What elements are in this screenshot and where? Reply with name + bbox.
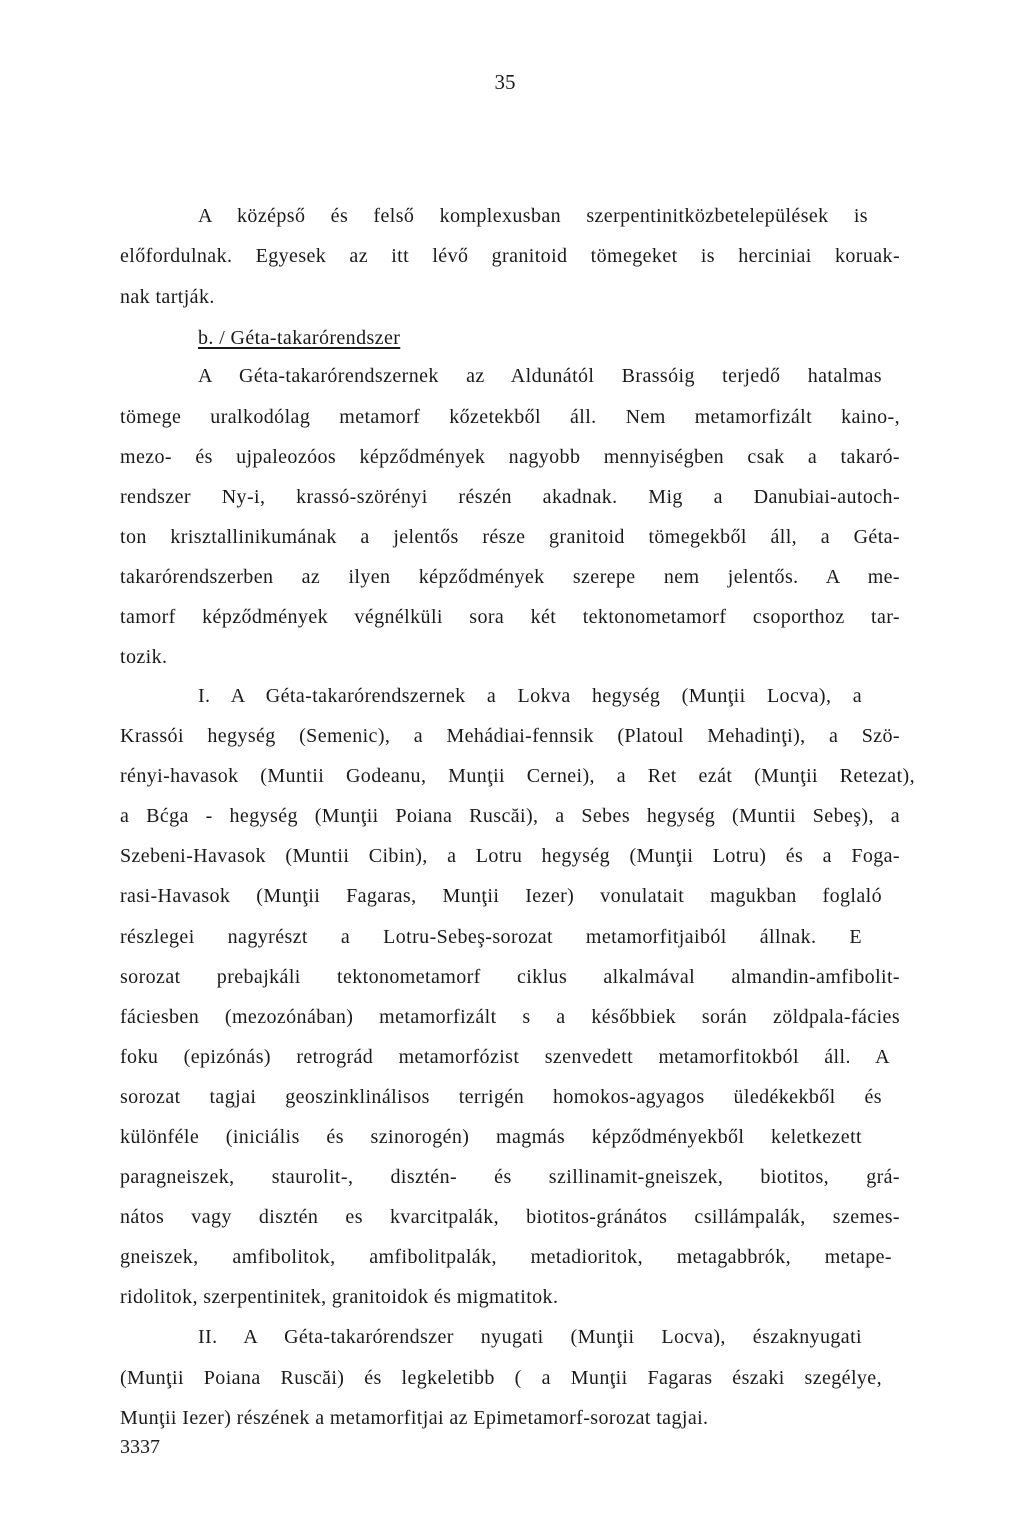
text-line: tamorf képződmények végnélküli sora két tektonometamorf csoporthoz tar- [120,606,900,628]
text-line: nak tartják. [120,286,215,308]
text-line: tozik. [120,646,168,668]
text-line: ridolitok, szerpentinitek, granitoidok és migmatitok. [120,1286,559,1308]
text-line: előfordulnak. Egyesek az itt lévő granitoid tömegeket is herciniai koruak- [120,245,900,267]
text-line: Krassói hegység (Semenic), a Mehádiai-fennsik (Platoul Mehadinţi), a Szö- [120,725,900,747]
text-line: (Munţii Poiana Ruscăi) és legkeletibb ( a Munţii Fagaras északi szegélye, [120,1367,882,1389]
text-line: A Géta-takarórendszernek az Aldunától Brassóig terjedő hatalmas [198,365,882,387]
text-line: Munţii Iezer) részének a metamorfitjai az Epimetamorf-sorozat tagjai. [120,1407,709,1429]
text-line: paragneiszek, staurolit-, disztén- és szillinamit-gneiszek, biotitos, grá- [120,1166,900,1188]
text-line: ton krisztallinikumának a jelentős része granitoid tömegekből áll, a Géta- [120,526,900,548]
text-line: a Bćga - hegység (Munţii Poiana Ruscăi), a Sebes hegység (Muntii Sebeş), a [120,805,900,827]
text-line: rényi-havasok (Muntii Godeanu, Munţii Cernei), a Ret ezát (Munţii Retezat), [120,765,915,787]
text-line: Szebeni-Havasok (Muntii Cibin), a Lotru hegység (Munţii Lotru) és a Foga- [120,845,900,867]
text-line: mezo- és ujpaleozóos képződmények nagyobb mennyiségben csak a takaró- [120,446,900,468]
text-line: I. A Géta-takarórendszernek a Lokva hegység (Munţii Locva), a [198,685,862,707]
text-line: sorozat tagjai geoszinklinálisos terrigén homokos-agyagos üledékekből és [120,1086,882,1108]
page-number: 35 [494,70,516,94]
text-line: rasi-Havasok (Munţii Fagaras, Munţii Iezer) vonulatait magukban foglaló [120,885,882,907]
text-line: takarórendszerben az ilyen képződmények szerepe nem jelentős. A me- [120,566,900,588]
text-line: A középső és felső komplexusban szerpentinitközbetelepülések is [198,205,868,227]
footer-code: 3337 [120,1436,160,1458]
text-line: különféle (iniciális és szinorogén) magmás képződményekből keletkezett [120,1126,862,1148]
text-line: részlegei nagyrészt a Lotru-Sebeş-sorozat metamorfitjaiból állnak. E [120,926,862,948]
text-line: sorozat prebajkáli tektonometamorf ciklus alkalmával almandin-amfibolit- [120,966,900,988]
text-line: foku (epizónás) retrográd metamorfózist szenvedett metamorfitokból áll. A [120,1046,890,1068]
text-line: nátos vagy disztén es kvarcitpalák, biotitos-gránátos csillámpalák, szemes- [120,1206,900,1228]
text-line: gneiszek, amfibolitok, amfibolitpalák, metadioritok, metagabbrók, metape- [120,1246,892,1268]
text-line: fáciesben (mezozónában) metamorfizált s a későbbiek során zöldpala-fácies [120,1006,900,1028]
text-line: II. A Géta-takarórendszer nyugati (Munţii Locva), északnyugati [198,1326,862,1348]
text-line: rendszer Ny-i, krassó-szörényi részén akadnak. Mig a Danubiai-autoch- [120,486,900,508]
text-line: tömege uralkodólag metamorf kőzetekből áll. Nem metamorfizált kaino-, [120,406,900,428]
section-heading: b. / Géta-takarórendszer [198,327,401,349]
